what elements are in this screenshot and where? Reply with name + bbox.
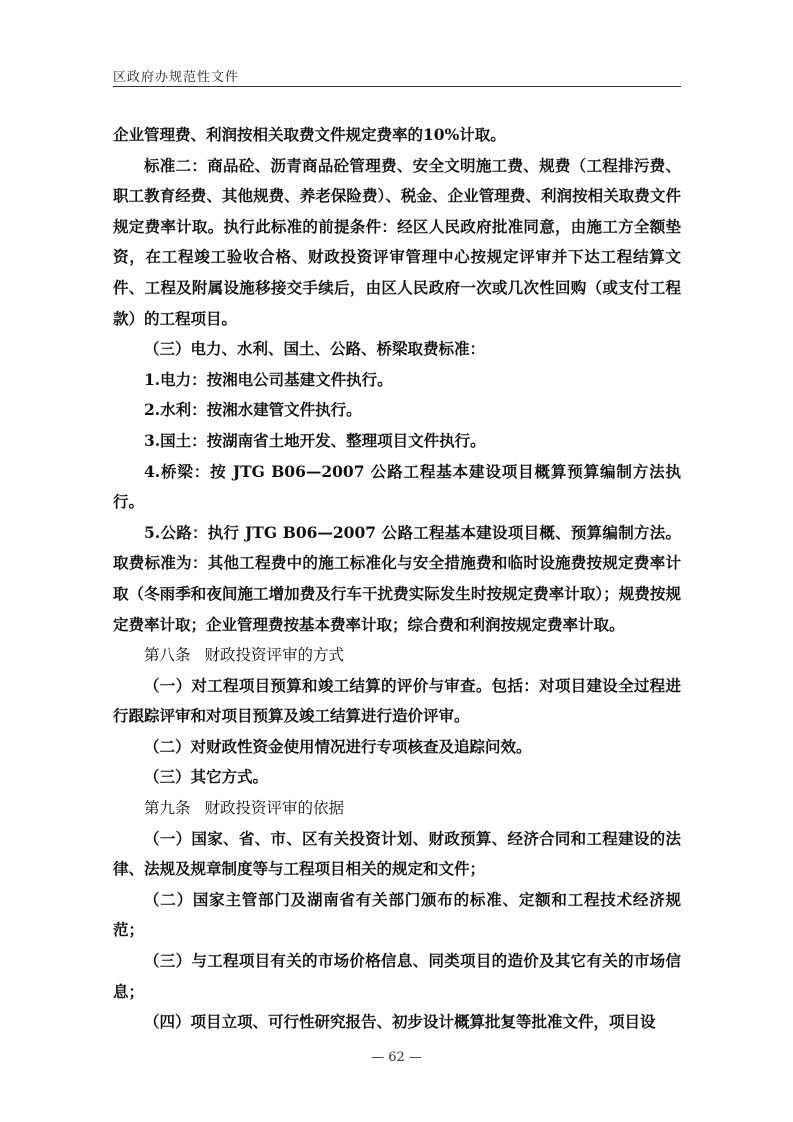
header-rule (113, 86, 681, 87)
article-number: 第九条 (144, 799, 191, 818)
running-header: 区政府办规范性文件 (113, 70, 240, 85)
article-heading (113, 640, 681, 671)
article-number: 第八条 (144, 646, 191, 665)
paragraph: 5.公路：执行 JTG B06—2007 公路工程基本建设项目概、预算编制方法。取费标准为：其他工程费中的施工标准化与安全措施费和临时设施费按规定费率计取（冬雨季和夜间施工增加费及行车干扰费实际发生时按规定费率计取）；规费按规定费率计取；企业管理费按基本费率计取；综合费和利润按规定费率计取。 (113, 522, 681, 634)
paragraph: 企业管理费、利润按相关取费文件规定费率的10%计取。 (113, 125, 506, 144)
article-title: 财政投资评审的方式 (204, 646, 345, 665)
page-number: — 62 — (371, 1050, 422, 1065)
paragraph: 标准二：商品砼、沥青商品砼管理费、安全文明施工费、规费（工程排污费、职工教育经费、其他规费、养老保险费）、税金、企业管理费、利润按相关取费文件规定费率计取。执行此标准的前提条件：经区人民政府批准同意，由施工方全额垫资，在工程竣工验收合格、财政投资评审管理中心按规定评审并下达工程结算文件、工程及附属设施移接交手续后，由区人民政府一次或几次性回购（或支付工程款）的工程项目。 (113, 155, 681, 328)
paragraph: （二）国家主管部门及湖南省有关部门颁布的标准、定额和工程技术经济规范； (113, 889, 681, 940)
paragraph: （四）项目立项、可行性研究报告、初步设计概算批复等批准文件，项目设 (144, 1012, 656, 1032)
paragraph: （一）对工程项目预算和竣工结算的评价与审查。包括：对项目建设全过程进行跟踪评审和对项目预算及竣工结算进行造价评审。 (113, 675, 681, 726)
paragraph: （三）与工程项目有关的市场价格信息、同类项目的造价及其它有关的市场信息； (113, 951, 681, 1001)
paragraph: 1.电力：按湘电公司基建文件执行。 (144, 369, 393, 389)
paragraph: 4.桥梁：按 JTG B06—2007 公路工程基本建设项目概算预算编制方法执行。 (113, 461, 681, 512)
paragraph: （一）国家、省、市、区有关投资计划、财政预算、经济合同和工程建设的法律、法规及规章制度等与工程项目相关的规定和文件； (113, 828, 681, 879)
paragraph: （三）其它方式。 (144, 767, 269, 787)
article-title: 财政投资评审的依据 (204, 799, 345, 818)
paragraph: 2.水利：按湘水建管文件执行。 (144, 400, 362, 420)
document-body (113, 120, 681, 1038)
article-heading (113, 793, 681, 824)
paragraph: （二）对财政性资金使用情况进行专项核查及追踪问效。 (144, 736, 532, 756)
paragraph: （三）电力、水利、国土、公路、桥梁取费标准： (144, 339, 486, 359)
paragraph: 3.国土：按湖南省土地开发、整理项目文件执行。 (144, 430, 486, 450)
